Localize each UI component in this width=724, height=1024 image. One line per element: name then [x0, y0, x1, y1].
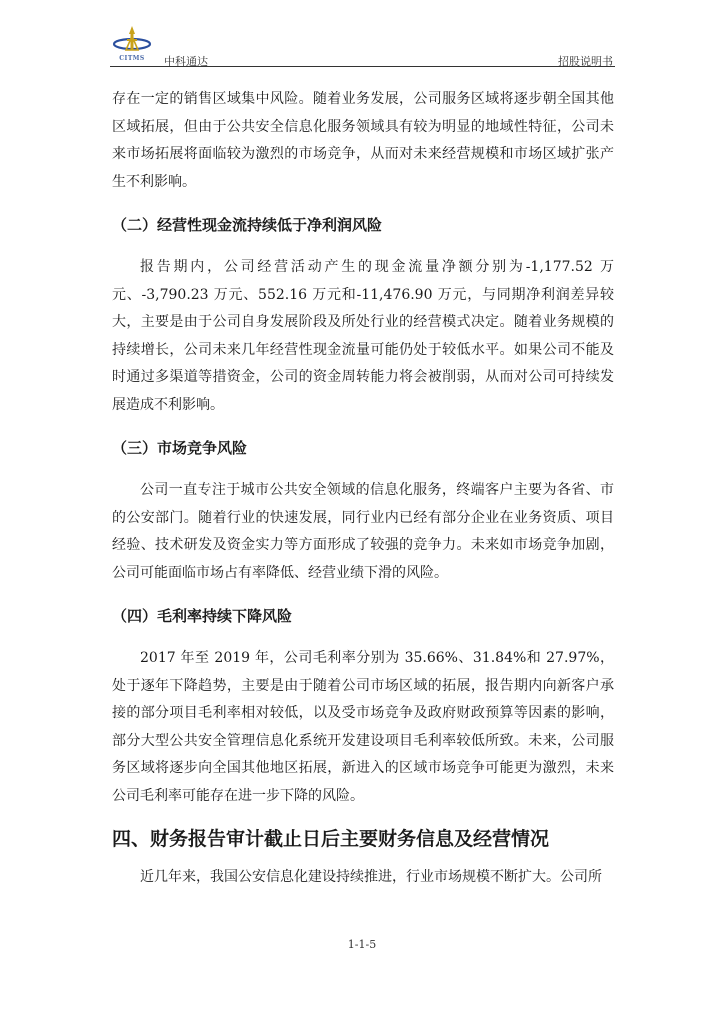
paragraph-cash-flow-risk: 报告期内，公司经营活动产生的现金流量净额分别为-1,177.52 万元、-3,790.23 万元、552.16 万元和-11,476.90 万元，与同期净利润差异较大，主要是由于公司自身发展阶段及所处行业的经营模式决定。随着业务规模的持续增长，公司未来几年经营性现金流量可能仍处于较低水平。如果公司不能及时通过多渠道等措资金，公司的资金周转能力将会被削弱，从而对公司可持续发展造成不利影响。 — [112, 259, 614, 413]
logo-text: CITMS — [119, 55, 145, 62]
page-number: 1-1-5 — [347, 938, 377, 951]
logo-emblem-icon — [110, 22, 154, 56]
header-divider — [110, 66, 615, 67]
page-header — [110, 22, 615, 66]
heading-margin-risk: （四）毛利率持续下降风险 — [112, 607, 293, 625]
paragraph-margin-risk: 2017 年至 2019 年，公司毛利率分别为 35.66%、31.84%和 27.97%，处于逐年下降趋势，主要是由于随着公司市场区域的拓展，报告期内向新客户承接的部分项目毛利率相对较低，以及受市场竞争及政府财政预算等因素的影响，部分大型公共安全管理信息化系统开发建设项目毛利率较低所致。未来，公司服务区域将逐步向全国其他地区拓展，新进入的区域市场竞争可能更为激烈，未来公司毛利率可能存在进一步下降的风险。 — [112, 650, 614, 804]
section-heading-financial-info: 四、财务报告审计截止日后主要财务信息及经营情况 — [112, 828, 550, 850]
heading-cash-flow-risk: （二）经营性现金流持续低于净利润风险 — [112, 216, 383, 234]
heading-competition-risk: （三）市场竞争风险 — [112, 439, 248, 457]
company-logo — [110, 22, 154, 66]
company-name: 中科通达 — [164, 55, 208, 68]
document-type: 招股说明书 — [558, 55, 613, 68]
paragraph-industry-trend: 近几年来，我国公安信息化建设持续推进，行业市场规模不断扩大。公司所 — [140, 869, 602, 885]
paragraph-regional-risk: 存在一定的销售区域集中风险。随着业务发展，公司服务区域将逐步朝全国其他区域拓展，但由于公共安全信息化服务领域具有较为明显的地域性特征，公司未来市场拓展将面临较为激烈的市场竞争，从而对未来经营规模和市场区域扩张产生不利影响。 — [112, 91, 614, 190]
paragraph-competition-risk: 公司一直专注于城市公共安全领域的信息化服务，终端客户主要为各省、市的公安部门。随着行业的快速发展，同行业内已经有部分企业在业务资质、项目经验、技术研发及资金实力等方面形成了较强的竞争力。未来如市场竞争加剧，公司可能面临市场占有率降低、经营业绩下滑的风险。 — [112, 482, 614, 581]
page-body — [112, 86, 614, 892]
